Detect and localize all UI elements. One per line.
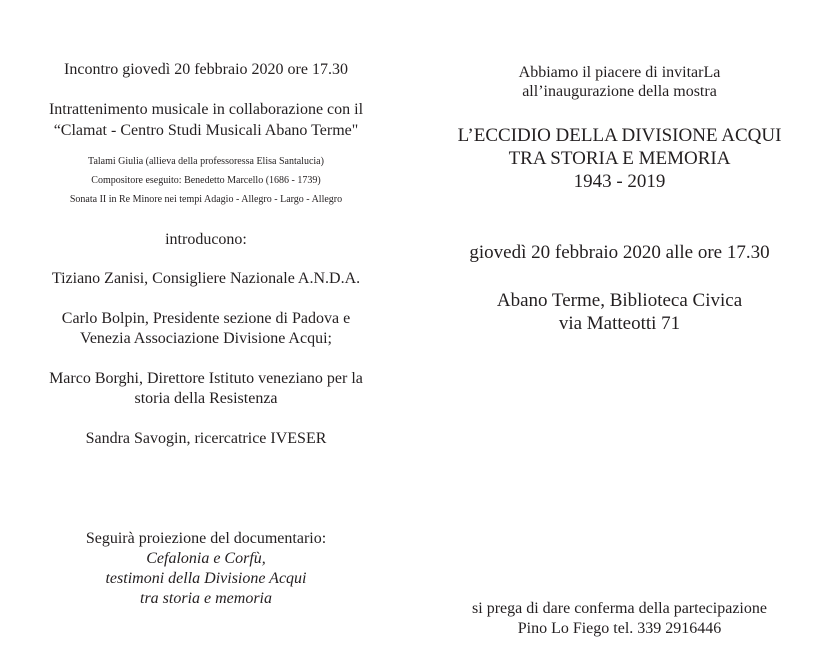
invite-line-2: all’inaugurazione della mostra <box>522 83 717 100</box>
invite-line-1: Abbiamo il piacere di invitarLa <box>518 64 721 81</box>
exhibition-title-2: TRA STORIA E MEMORIA <box>508 148 731 169</box>
exhibition-title-1: L’ECCIDIO DELLA DIVISIONE ACQUI <box>457 125 782 146</box>
sonata-line: Sonata II in Re Minore nei tempi Adagio - Allegro - Largo - Allegro <box>69 194 343 205</box>
music-line-2: “Clamat - Centro Studi Musicali Abano Terme" <box>53 122 359 139</box>
documentary-title-2: testimoni della Divisione Acqui <box>105 570 307 587</box>
speaker-2-line-2: Venezia Associazione Divisione Acqui; <box>80 330 332 347</box>
meeting-line: Incontro giovedì 20 febbraio 2020 ore 17.30 <box>64 61 348 78</box>
event-date: giovedì 20 febbraio 2020 alle ore 17.30 <box>469 242 770 263</box>
place-line-1: Abano Terme, Biblioteca Civica <box>496 290 743 311</box>
exhibition-years: 1943 - 2019 <box>573 171 666 192</box>
rsvp-line-2: Pino Lo Fiego tel. 339 2916446 <box>517 620 722 637</box>
music-line-1: Intrattenimento musicale in collaborazione con il <box>48 101 364 118</box>
speaker-4: Sandra Savogin, ricercatrice IVESER <box>85 430 327 447</box>
introduce-line: introducono: <box>165 231 247 248</box>
documentary-title-1: Cefalonia e Corfù, <box>146 550 266 567</box>
speaker-3-line-1: Marco Borghi, Direttore Istituto veneziano per la <box>49 370 363 387</box>
speaker-1: Tiziano Zanisi, Consigliere Nazionale A.N.D.A. <box>51 270 361 287</box>
performer-line: Talami Giulia (allieva della professoressa Elisa Santalucia) <box>88 156 324 167</box>
composer-line: Compositore eseguito: Benedetto Marcello (1686 - 1739) <box>91 175 321 186</box>
projection-line: Seguirà proiezione del documentario: <box>85 530 327 547</box>
documentary-title-3: tra storia e memoria <box>140 590 272 607</box>
rsvp-line-1: si prega di dare conferma della partecipazione <box>472 600 767 617</box>
speaker-3-line-2: storia della Resistenza <box>134 390 278 407</box>
place-line-2: via Matteotti 71 <box>558 313 681 334</box>
speaker-2-line-1: Carlo Bolpin, Presidente sezione di Padova e <box>61 310 351 327</box>
